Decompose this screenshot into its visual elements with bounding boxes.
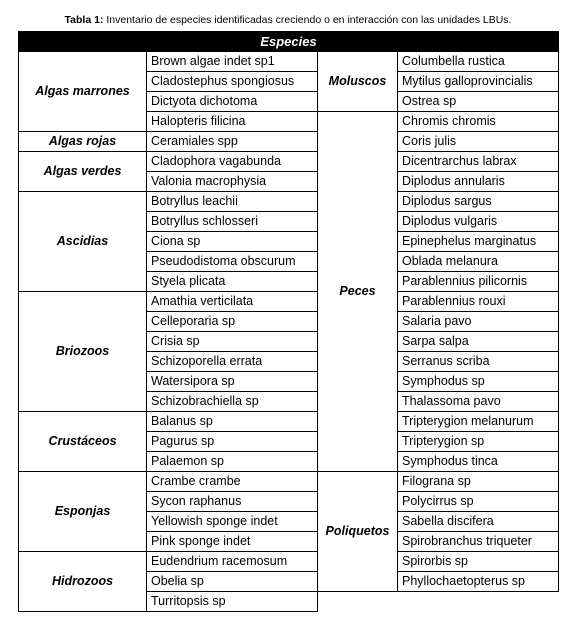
right-species-cell: Spirorbis sp	[398, 552, 559, 572]
left-species-cell: Halopteris filicina	[147, 112, 318, 132]
left-species-cell: Schizobrachiella sp	[147, 392, 318, 412]
right-species-cell: Serranus scriba	[398, 352, 559, 372]
left-group-name: Algas verdes	[19, 152, 147, 192]
left-species-cell: Obelia sp	[147, 572, 318, 592]
left-species-cell: Pagurus sp	[147, 432, 318, 452]
table-row	[19, 412, 559, 432]
right-group-name: Peces	[318, 112, 398, 472]
table-header: Especies	[19, 32, 559, 52]
left-species-cell: Schizoporella errata	[147, 352, 318, 372]
left-species-cell: Cladophora vagabunda	[147, 152, 318, 172]
right-group-name: Poliquetos	[318, 472, 398, 592]
right-species-cell: Sarpa salpa	[398, 332, 559, 352]
right-species-cell: Sabella discifera	[398, 512, 559, 532]
left-species-cell: Yellowish sponge indet	[147, 512, 318, 532]
right-species-cell: Parablennius rouxi	[398, 292, 559, 312]
left-group-name: Algas rojas	[19, 132, 147, 152]
right-species-cell: Spirobranchus triqueter	[398, 532, 559, 552]
left-species-cell: Botryllus schlosseri	[147, 212, 318, 232]
right-species-cell: Chromis chromis	[398, 112, 559, 132]
right-species-cell: Filograna sp	[398, 472, 559, 492]
right-species-cell: Mytilus galloprovincialis	[398, 72, 559, 92]
left-species-cell: Balanus sp	[147, 412, 318, 432]
left-group-name: Briozoos	[19, 292, 147, 412]
table-row	[19, 132, 559, 152]
table-row	[19, 472, 559, 492]
left-species-cell: Crambe crambe	[147, 472, 318, 492]
right-species-cell: Coris julis	[398, 132, 559, 152]
table-caption	[0, 13, 576, 27]
table-body	[19, 52, 559, 612]
left-species-cell: Botryllus leachii	[147, 192, 318, 212]
empty-cell	[318, 592, 398, 612]
right-group-name: Moluscos	[318, 52, 398, 112]
right-species-cell: Oblada melanura	[398, 252, 559, 272]
right-species-cell: Diplodus vulgaris	[398, 212, 559, 232]
left-group-name: Ascidias	[19, 192, 147, 292]
left-species-cell: Dictyota dichotoma	[147, 92, 318, 112]
left-species-cell: Ceramiales spp	[147, 132, 318, 152]
right-species-cell: Polycirrus sp	[398, 492, 559, 512]
left-group-name: Esponjas	[19, 472, 147, 552]
species-table	[18, 31, 559, 612]
right-species-cell: Salaria pavo	[398, 312, 559, 332]
left-species-cell: Watersipora sp	[147, 372, 318, 392]
caption-label: Tabla 1:	[64, 14, 104, 26]
left-species-cell: Celleporaria sp	[147, 312, 318, 332]
left-species-cell: Turritopsis sp	[147, 592, 318, 612]
header-row	[19, 32, 559, 52]
table-row	[19, 292, 559, 312]
right-species-cell: Phyllochaetopterus sp	[398, 572, 559, 592]
left-species-cell: Brown algae indet sp1	[147, 52, 318, 72]
table-row	[19, 192, 559, 212]
left-species-cell: Ciona sp	[147, 232, 318, 252]
left-species-cell: Cladostephus spongiosus	[147, 72, 318, 92]
right-species-cell: Thalassoma pavo	[398, 392, 559, 412]
right-species-cell: Dicentrarchus labrax	[398, 152, 559, 172]
caption-text: Inventario de especies identificadas creciendo o en interacción con las unidades LBUs.	[103, 14, 512, 26]
left-species-cell: Valonia macrophysia	[147, 172, 318, 192]
right-species-cell: Parablennius pilicornis	[398, 272, 559, 292]
right-species-cell: Ostrea sp	[398, 92, 559, 112]
left-group-name: Hidrozoos	[19, 552, 147, 612]
left-species-cell: Eudendrium racemosum	[147, 552, 318, 572]
left-group-name: Crustáceos	[19, 412, 147, 472]
left-species-cell: Palaemon sp	[147, 452, 318, 472]
left-species-cell: Styela plicata	[147, 272, 318, 292]
right-species-cell: Tripterygion melanurum	[398, 412, 559, 432]
left-species-cell: Pseudodistoma obscurum	[147, 252, 318, 272]
empty-cell	[398, 592, 559, 612]
table-row	[19, 152, 559, 172]
table-row	[19, 52, 559, 72]
table-row	[19, 552, 559, 572]
right-species-cell: Epinephelus marginatus	[398, 232, 559, 252]
right-species-cell: Diplodus sargus	[398, 192, 559, 212]
left-species-cell: Crisia sp	[147, 332, 318, 352]
right-species-cell: Symphodus sp	[398, 372, 559, 392]
left-species-cell: Sycon raphanus	[147, 492, 318, 512]
right-species-cell: Symphodus tinca	[398, 452, 559, 472]
left-group-name: Algas marrones	[19, 52, 147, 132]
left-species-cell: Amathia verticilata	[147, 292, 318, 312]
right-species-cell: Columbella rustica	[398, 52, 559, 72]
right-species-cell: Diplodus annularis	[398, 172, 559, 192]
left-species-cell: Pink sponge indet	[147, 532, 318, 552]
right-species-cell: Tripterygion sp	[398, 432, 559, 452]
